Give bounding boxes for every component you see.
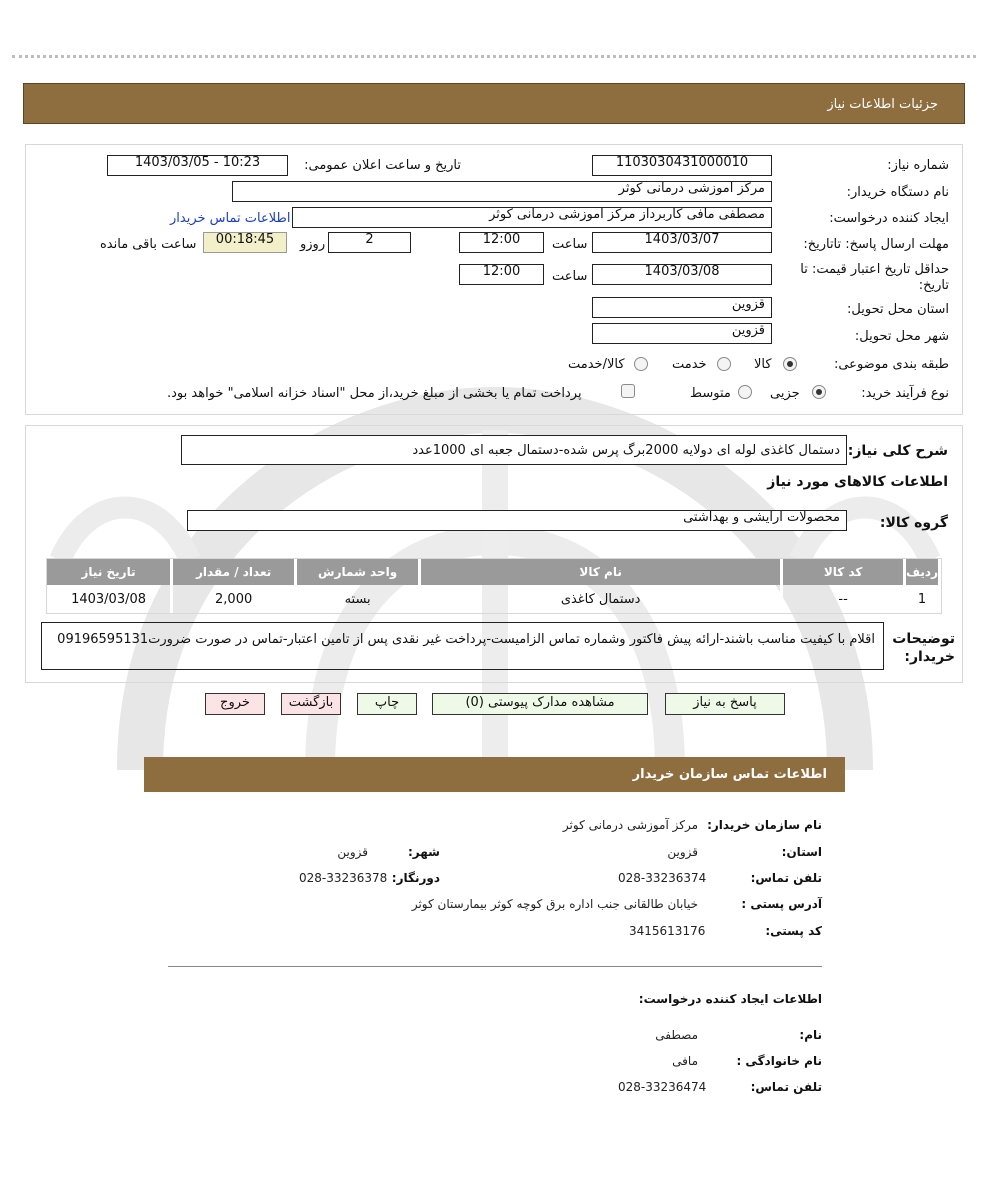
page-title: جزئیات اطلاعات نیاز xyxy=(827,97,938,112)
category-radio-goods-service[interactable] xyxy=(634,357,648,371)
creator-info-title: اطلاعات ایجاد کننده درخواست: xyxy=(638,992,822,1006)
table-row xyxy=(47,585,940,613)
contact-city-value: قزوین xyxy=(337,845,368,859)
goods-group-label: گروه کالا: xyxy=(879,515,948,531)
process-radio-medium[interactable] xyxy=(738,385,752,399)
goods-table-header-row xyxy=(47,559,940,585)
province-label: استان محل تحویل: xyxy=(847,302,949,317)
goods-info-title: اطلاعات کالاهای مورد نیاز xyxy=(767,474,948,490)
category-option-goods-service: کالا/خدمت xyxy=(568,357,625,372)
deadline-label: مهلت ارسال پاسخ: تاتاریخ: xyxy=(803,237,949,252)
province-field: قزوین xyxy=(592,297,772,318)
contact-postal-value: 3415613176 xyxy=(629,924,706,938)
buyer-contact-section-bar xyxy=(144,757,845,792)
contact-city-label: شهر: xyxy=(408,845,440,859)
category-option-goods: کالا xyxy=(754,357,772,372)
contact-address-label: آدرس پستی : xyxy=(741,897,822,911)
category-radio-goods[interactable] xyxy=(783,357,797,371)
need-number-label: شماره نیاز: xyxy=(887,158,949,173)
contact-fax-label: دورنگار: xyxy=(391,871,440,885)
price-validity-time-field: 12:00 xyxy=(459,264,544,285)
process-option-minor: جزیی xyxy=(770,386,800,401)
process-option-medium: متوسط xyxy=(690,386,731,401)
exit-button[interactable]: خروج xyxy=(205,693,265,715)
treasury-payment-checkbox[interactable] xyxy=(621,384,635,398)
view-attachments-button[interactable]: مشاهده مدارک پیوستی (0) xyxy=(432,693,648,715)
creator-family-value: مافی xyxy=(672,1054,698,1068)
category-option-service: خدمت xyxy=(672,357,707,372)
price-validity-date-field: 1403/03/08 xyxy=(592,264,772,285)
cell-item-code: -- xyxy=(782,585,905,613)
need-number-field: 1103030431000010 xyxy=(592,155,772,176)
creator-name-value: مصطفی xyxy=(655,1028,698,1042)
city-field: قزوین xyxy=(592,323,772,344)
treasury-payment-note: پرداخت تمام یا بخشی از مبلغ خرید،از محل "اسناد خزانه اسلامی" خواهد بود. xyxy=(167,386,582,401)
back-button[interactable]: بازگشت xyxy=(281,693,341,715)
days-label: روزو xyxy=(300,237,326,252)
city-label: شهر محل تحویل: xyxy=(854,329,949,344)
process-radio-minor[interactable] xyxy=(812,385,826,399)
summary-label: شرح کلی نیاز: xyxy=(847,443,948,459)
col-header-row-number: ردیف xyxy=(905,559,940,585)
col-header-item-code: کد کالا xyxy=(782,559,905,585)
top-divider xyxy=(12,55,976,58)
creator-phone-label: تلفن تماس: xyxy=(750,1080,822,1094)
contact-phone-value: 028-33236374 xyxy=(618,871,707,885)
contact-phone-label: تلفن تماس: xyxy=(750,871,822,885)
creator-field: مصطفی مافی کاربرداز مرکز آموزشی درمانی کوثر xyxy=(292,207,772,228)
process-label: نوع فرآیند خرید: xyxy=(861,386,949,401)
creator-label: ایجاد کننده درخواست: xyxy=(829,211,949,226)
col-header-need-date: تاریخ نیاز xyxy=(47,559,172,585)
creator-family-label: نام خانوادگی : xyxy=(736,1054,822,1068)
cell-quantity: 2,000 xyxy=(172,585,296,613)
buyer-notes-field: اقلام با کیفیت مناسب باشند-ارائه پیش فاکتور وشماره تماس الزامیست-پرداخت غیر نقدی پس از تامین اعتبار-تماس در صورت ضرورت09196595131 xyxy=(41,622,884,670)
goods-table-container xyxy=(46,558,942,614)
announce-date-label: تاریخ و ساعت اعلان عمومی: xyxy=(304,158,461,173)
buyer-contact-link[interactable]: اطلاعات تماس خریدار xyxy=(170,211,291,226)
creator-name-label: نام: xyxy=(799,1028,822,1042)
category-radio-service[interactable] xyxy=(717,357,731,371)
buyer-org-field: مرکز آموزشی درمانی کوثر xyxy=(232,181,772,202)
remaining-days-field: 2 xyxy=(328,232,411,253)
contact-fax-value: 028-33236378 xyxy=(299,871,388,885)
contact-province-value: قزوین xyxy=(667,845,698,859)
contact-province-label: استان: xyxy=(781,845,822,859)
remaining-time-label: ساعت باقی مانده xyxy=(100,237,197,252)
buyer-notes-label: توضیحات خریدار: xyxy=(892,631,955,665)
cell-row-number: 1 xyxy=(905,585,940,613)
col-header-quantity: تعداد / مقدار xyxy=(172,559,296,585)
cell-need-date: 1403/03/08 xyxy=(47,585,172,613)
reply-to-need-button[interactable]: پاسخ به نیاز xyxy=(665,693,785,715)
category-label: طبقه بندی موضوعی: xyxy=(833,357,949,372)
contact-postal-label: کد پستی: xyxy=(765,924,822,938)
page-header-bar xyxy=(23,83,965,124)
deadline-date-field: 1403/03/07 xyxy=(592,232,772,253)
cell-unit: بسته xyxy=(296,585,420,613)
print-button[interactable]: چاپ xyxy=(357,693,417,715)
buyer-org-label: نام دستگاه خریدار: xyxy=(846,185,949,200)
buyer-contact-section-title: اطلاعات تماس سازمان خریدار xyxy=(632,767,827,782)
goods-group-field: محصولات آرایشی و بهداشتی xyxy=(187,510,847,531)
remaining-time-timer: 00:18:45 xyxy=(203,232,287,253)
price-validity-label: حداقل تاریخ اعتبار قیمت: تا تاریخ: xyxy=(800,262,949,293)
deadline-time-label: ساعت xyxy=(552,237,588,252)
contact-divider xyxy=(168,966,822,967)
creator-phone-value: 028-33236474 xyxy=(618,1080,707,1094)
contact-org-label: نام سازمان خریدار: xyxy=(707,818,822,832)
goods-table xyxy=(47,559,941,613)
contact-address-value: خیابان طالقانی جنب اداره برق کوچه کوثر بیمارستان کوثر xyxy=(411,897,698,911)
contact-org-value: مرکز آموزشی درمانی کوثر xyxy=(562,818,698,832)
deadline-time-field: 12:00 xyxy=(459,232,544,253)
col-header-item-name: نام کالا xyxy=(420,559,782,585)
announce-date-field: 1403/03/05 - 10:23 xyxy=(107,155,288,176)
cell-item-name: دستمال کاغذی xyxy=(420,585,782,613)
price-validity-time-label: ساعت xyxy=(552,269,588,284)
summary-field: دستمال کاغذی لوله ای دولایه 2000برگ پرس شده-دستمال جعبه ای 1000عدد xyxy=(181,435,847,465)
col-header-unit: واحد شمارش xyxy=(296,559,420,585)
